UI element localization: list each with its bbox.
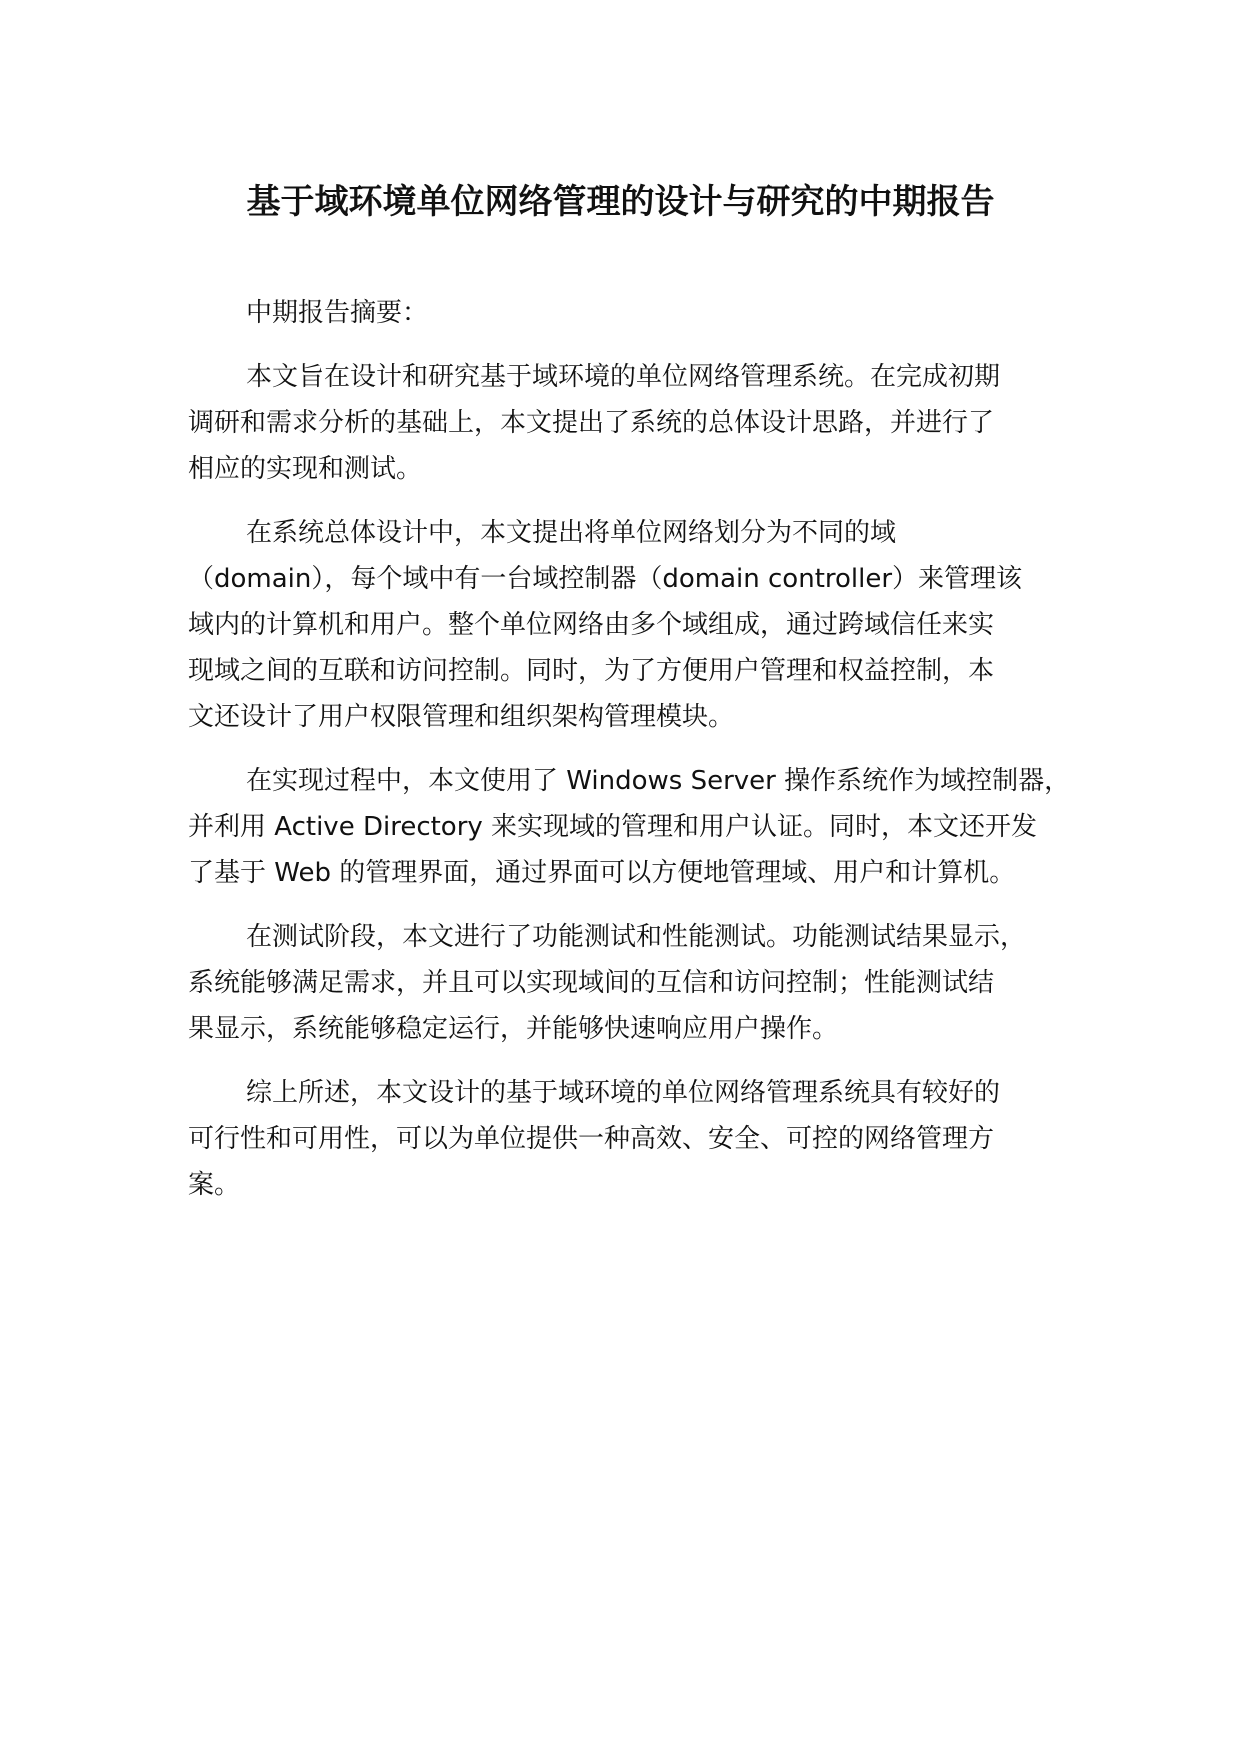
- document-body: [188, 290, 1088, 1208]
- paragraph-4: [188, 914, 1088, 1052]
- paragraph-2: [188, 510, 1088, 740]
- paragraph-line: 综上所述，本文设计的基于域环境的单位网络管理系统具有较好的: [246, 1078, 1001, 1108]
- paragraph-line: 系统能够满足需求，并且可以实现域间的互信和访问控制；性能测试结: [188, 968, 995, 998]
- paragraph-line: 并利用 Active Directory 来实现域的管理和用户认证。同时，本文还开发: [188, 812, 1038, 842]
- paragraph-line: 可行性和可用性，可以为单位提供一种高效、安全、可控的网络管理方: [188, 1124, 995, 1154]
- paragraph-line: （domain），每个域中有一台域控制器（domain controller）来管理该: [188, 564, 1023, 594]
- paragraph-3: [188, 758, 1088, 896]
- paragraph-line: 文还设计了用户权限管理和组织架构管理模块。: [188, 702, 735, 732]
- paragraph-line: 案。: [188, 1170, 241, 1200]
- paragraph-line: 相应的实现和测试。: [188, 454, 423, 484]
- paragraph-line: 在系统总体设计中，本文提出将单位网络划分为不同的域: [246, 518, 897, 548]
- paragraph-line: 果显示，系统能够稳定运行，并能够快速响应用户操作。: [188, 1014, 839, 1044]
- paragraph-1: [188, 354, 1088, 492]
- paragraph-5: [188, 1070, 1088, 1208]
- document-title: 基于域环境单位网络管理的设计与研究的中期报告: [246, 182, 995, 222]
- summary-heading: [188, 290, 1088, 336]
- paragraph-line: 本文旨在设计和研究基于域环境的单位网络管理系统。在完成初期: [246, 362, 1001, 392]
- paragraph-line: 在测试阶段，本文进行了功能测试和性能测试。功能测试结果显示，: [246, 922, 1027, 952]
- paragraph-line: 现域之间的互联和访问控制。同时，为了方便用户管理和权益控制，本: [188, 656, 995, 686]
- paragraph-line: 了基于 Web 的管理界面，通过界面可以方便地管理域、用户和计算机。: [188, 858, 1016, 888]
- summary-heading-text: 中期报告摘要：: [246, 298, 429, 328]
- paragraph-line: 调研和需求分析的基础上，本文提出了系统的总体设计思路，并进行了: [188, 408, 995, 438]
- paragraph-line: 域内的计算机和用户。整个单位网络由多个域组成，通过跨域信任来实: [188, 610, 995, 640]
- paragraph-line: 在实现过程中，本文使用了 Windows Server 操作系统作为域控制器，: [246, 766, 1071, 796]
